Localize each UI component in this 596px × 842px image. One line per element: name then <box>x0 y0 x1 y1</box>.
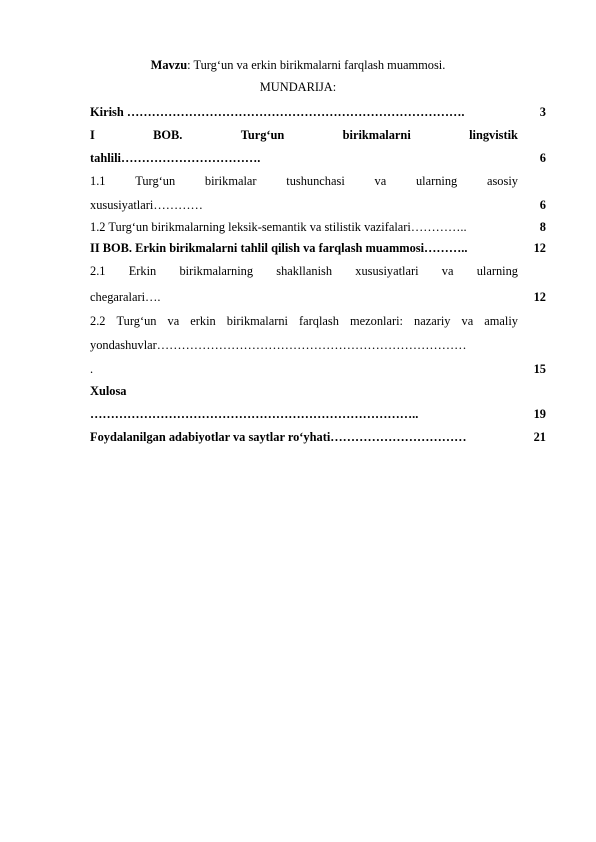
word: ularning <box>476 264 518 278</box>
toc-entry-s22-line2[interactable]: yondashuvlar………………………………………………………………… <box>90 338 467 352</box>
toc-entry-conclusion-label[interactable]: Xulosa <box>90 384 127 398</box>
topic-text: : Turg‘un va erkin birikmalarni farqlash muammosi. <box>187 58 446 72</box>
toc-page-s21: 12 <box>533 290 546 304</box>
toc-page-conclusion: 19 <box>533 407 546 421</box>
toc-page-s11: 6 <box>539 198 546 212</box>
word: 1.1 <box>90 174 106 188</box>
word: xususiyatlari <box>355 264 419 278</box>
word: Turg‘un <box>135 174 176 188</box>
toc-entry-intro[interactable]: Kirish ………………………………………………………………………. <box>90 105 465 119</box>
toc-entry-s11-line2[interactable]: xususiyatlari………… <box>90 198 203 212</box>
topic-line <box>0 58 596 73</box>
word: lingvistik <box>469 128 518 142</box>
word: amaliy <box>484 314 518 328</box>
toc-entry-s21-line2[interactable]: chegaralari…. <box>90 290 161 304</box>
toc-page-ch2: 12 <box>533 241 546 255</box>
toc-entry-s22-line3: . <box>90 362 94 376</box>
toc-page-references: 21 <box>533 430 546 444</box>
word: I <box>90 128 95 142</box>
word: birikmalarni <box>226 314 288 328</box>
word: va <box>441 264 454 278</box>
toc-page-s12: 8 <box>539 220 546 234</box>
toc-entry-conclusion-dots: …………………………………………………………………….. <box>90 407 419 421</box>
word: Turg‘un <box>240 128 285 142</box>
word: 2.2 <box>90 314 106 328</box>
word: nazariy <box>414 314 451 328</box>
word: farqlash <box>299 314 339 328</box>
word: BOB. <box>153 128 183 142</box>
word: mezonlari: <box>349 314 403 328</box>
word: birikmalar <box>204 174 257 188</box>
toc-entry-ch1-line2[interactable]: tahlili……………………………. <box>90 151 261 165</box>
toc-entry-s21-line1[interactable] <box>90 264 518 279</box>
toc-entry-s11-line1[interactable] <box>90 174 518 189</box>
toc-entry-ch2[interactable]: II BOB. Erkin birikmalarni tahlil qilish va farqlash muammosi……….. <box>90 241 468 255</box>
word: ularning <box>415 174 458 188</box>
contents-title: MUNDARIJA: <box>259 80 337 94</box>
toc-entry-ch1-line1[interactable] <box>90 128 518 143</box>
word: va <box>374 174 387 188</box>
word: shakllanish <box>276 264 333 278</box>
toc-entry-s12[interactable]: 1.2 Turg‘un birikmalarning leksik-semantik va stilistik vazifalari………….. <box>90 220 467 234</box>
toc-page-intro: 3 <box>539 105 546 119</box>
word: erkin <box>190 314 216 328</box>
word: Turg‘un <box>116 314 157 328</box>
word: 2.1 <box>90 264 106 278</box>
toc-entry-references[interactable]: Foydalanilgan adabiyotlar va saytlar ro‘yhati…………………………… <box>90 430 467 444</box>
toc-page-ch1: 6 <box>539 151 546 165</box>
toc-page-s22: 15 <box>533 362 546 376</box>
word: tushunchasi <box>286 174 345 188</box>
word: va <box>167 314 180 328</box>
word: va <box>461 314 474 328</box>
topic-label: Mavzu <box>150 58 188 72</box>
word: asosiy <box>486 174 518 188</box>
word: birikmalarni <box>342 128 411 142</box>
word: birikmalarning <box>179 264 254 278</box>
word: Erkin <box>128 264 157 278</box>
toc-entry-s22-line1[interactable] <box>90 314 518 329</box>
